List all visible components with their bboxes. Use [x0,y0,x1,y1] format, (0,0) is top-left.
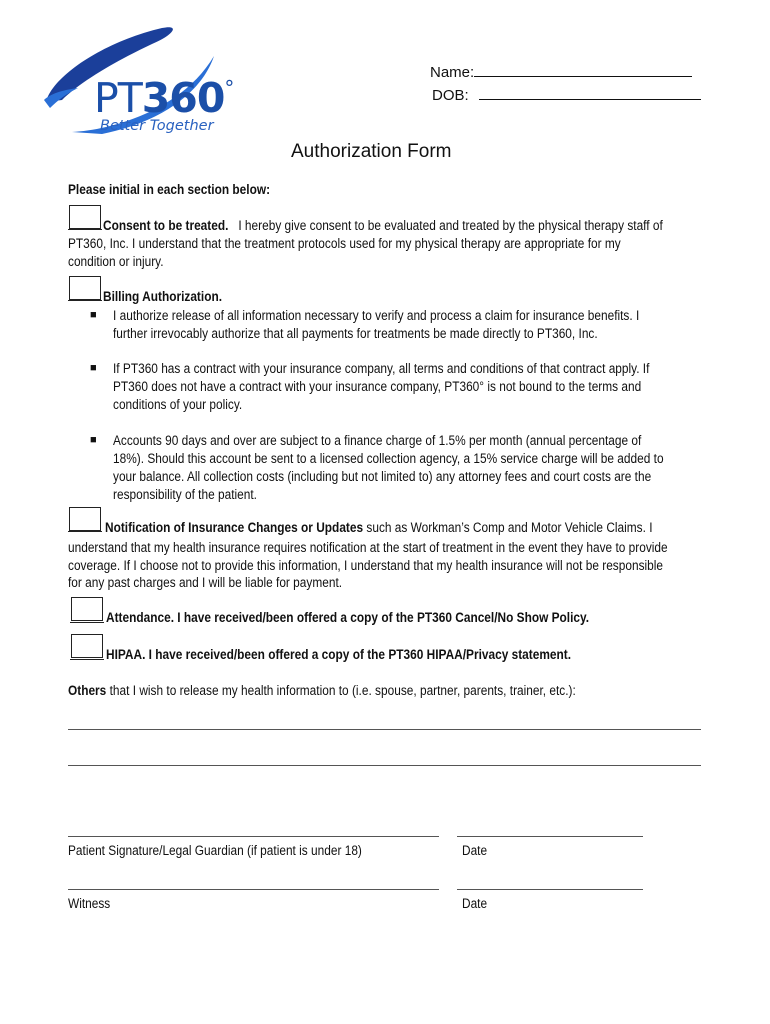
consent-heading: Consent to be treated. [103,218,229,233]
date-field-1[interactable] [457,836,643,837]
dob-field[interactable] [479,99,701,100]
billing-item-3-line-3: your balance. All collection costs (including but not limited to) any attorney fees and court costs are the [113,469,652,484]
logo-prefix: PT [94,74,142,122]
dob-row [432,87,701,104]
others-line [68,682,576,700]
billing-item-3-line-4: responsibility of the patient. [113,487,257,502]
billing-bullet-2: ■ [90,362,97,374]
billing-item-1-line-1: I authorize release of all information necessary to verify and process a claim for insurance benefits. I [113,308,640,323]
notification-text-1: such as Workman’s Comp and Motor Vehicle Claims. I [366,520,653,535]
notification-line-4: for any past charges and I will be liable for payment. [68,575,343,590]
consent-line-2: PT360, Inc. I understand that the treatment protocols used for my physical therapy are appropriate for my [68,236,621,251]
notification-line-3: coverage. If I choose not to provide this information, I understand that my health insurance will not be responsible [68,558,664,573]
billing-initial-box[interactable] [69,276,101,300]
page-title: Authorization Form [291,141,452,162]
notification-initial-box[interactable] [69,507,101,531]
witness-label: Witness [68,896,111,911]
notification-line-1 [105,519,653,537]
others-text: that I wish to release my health information to (i.e. spouse, partner, parents, trainer, etc.): [109,683,576,698]
consent-text-1: I hereby give consent to be evaluated and treated by the physical therapy staff of [238,218,663,233]
billing-item-2-line-1: If PT360 has a contract with your insurance company, all terms and conditions of that contract apply. If [113,361,650,376]
billing-item-1-line-2: further irrevocably authorize that all payments for treatments be made directly to PT360, Inc. [113,326,598,341]
instruction-text: Please initial in each section below: [68,182,271,197]
billing-bullet-3: ■ [90,434,97,446]
notification-underline [68,531,102,532]
billing-bullet-1: ■ [90,309,97,321]
patient-signature-label: Patient Signature/Legal Guardian (if patient is under 18) [68,843,362,858]
consent-line-1 [103,217,663,235]
attendance-underline [70,622,104,623]
date-field-2[interactable] [457,889,643,890]
date-label-2: Date [462,896,488,911]
notification-line-2: understand that my health insurance requires notification at the start of treatment in the event they have to provide [68,540,668,555]
hipaa-initial-box[interactable] [71,634,103,658]
pt360-logo [42,22,252,140]
notification-heading: Notification of Insurance Changes or Updates [105,520,364,535]
logo-wordmark [94,74,233,122]
billing-heading: Billing Authorization. [103,289,223,304]
others-bold: Others [68,683,107,698]
billing-item-3-line-2: 18%). Should this account be sent to a licensed collection agency, a 15% service charge will be added to [113,451,664,466]
logo-degree: ° [224,76,234,100]
dob-label: DOB: [432,87,469,104]
consent-underline [68,229,102,230]
others-field-1[interactable] [68,729,701,730]
patient-signature-field[interactable] [68,836,439,837]
logo-number: 360 [141,74,225,122]
witness-signature-field[interactable] [68,889,439,890]
name-field[interactable] [474,76,692,77]
consent-initial-box[interactable] [69,205,101,229]
attendance-text: Attendance. I have received/been offered a copy of the PT360 Cancel/No Show Policy. [106,610,590,625]
attendance-initial-box[interactable] [71,597,103,621]
hipaa-text: HIPAA. I have received/been offered a copy of the PT360 HIPAA/Privacy statement. [106,647,572,662]
billing-underline [68,300,102,301]
date-label-1: Date [462,843,488,858]
billing-item-2-line-2: PT360 does not have a contract with your insurance company, PT360° is not bound to the terms and [113,379,642,394]
billing-item-3-line-1: Accounts 90 days and over are subject to a finance charge of 1.5% per month (annual percentage of [113,433,642,448]
billing-item-2-line-3: conditions of your policy. [113,397,243,412]
others-field-2[interactable] [68,765,701,766]
name-row [430,64,692,81]
name-label: Name: [430,64,475,81]
consent-line-3: condition or injury. [68,254,164,269]
logo-tagline: Better Together [100,118,214,134]
hipaa-underline [70,659,104,660]
